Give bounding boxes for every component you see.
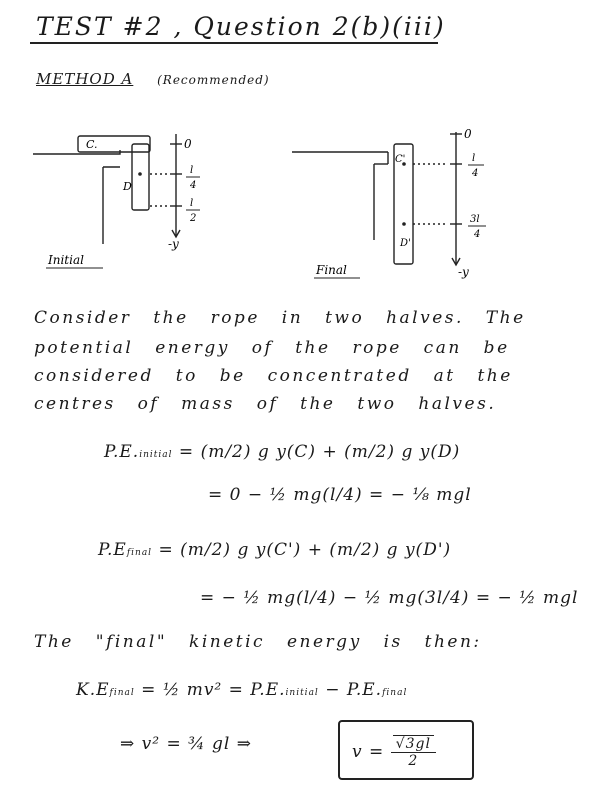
ke-rhs: = ½ mv² = P.E. <box>141 680 286 700</box>
l2-den-initial: 2 <box>190 213 197 224</box>
pe-final-label: P.E <box>98 540 127 560</box>
pe-final-rhs2: = − ½ mg(l/4) − ½ mg(3l/4) = − ½ mgl <box>200 588 579 608</box>
label-zero-initial: 0 <box>184 137 192 151</box>
ke-rhs-sub1: initial <box>285 688 319 698</box>
l4-num-final: l <box>472 153 476 164</box>
answer-lhs: v = <box>352 742 385 762</box>
ke-rhs-mid: − P.E. <box>318 680 383 700</box>
paragraph-line-1: Consider the rope in two halves. The <box>34 308 526 328</box>
l34-num-final: 3l <box>470 214 480 225</box>
label-d-final: D' <box>400 238 411 249</box>
pe-initial-line-1 <box>104 442 460 462</box>
l2-num-initial: l <box>190 198 194 209</box>
caption-final: Final <box>316 263 347 277</box>
ke-label: K.E <box>76 680 110 700</box>
l4-den-final: 4 <box>472 168 479 179</box>
label-c-final: C' <box>395 154 406 165</box>
label-zero-final: 0 <box>464 127 472 141</box>
pe-initial-label: P.E. <box>104 442 140 462</box>
neg-y-final: -y <box>458 265 469 279</box>
point-d-initial <box>138 172 142 176</box>
answer-numerator: √3gl <box>391 736 436 753</box>
paragraph-line-4: centres of mass of the two halves. <box>34 394 497 414</box>
paragraph-line-2: potential energy of the rope can be <box>34 338 510 358</box>
initial-diagram <box>28 126 228 276</box>
ke-equation <box>76 680 407 700</box>
answer-expression <box>352 736 436 769</box>
pe-final-rhs1: = (m/2) g y(C') + (m/2) g y(D') <box>158 540 452 560</box>
l34-den-final: 4 <box>474 229 481 240</box>
method-note: (Recommended) <box>157 73 270 87</box>
label-c-initial: C. <box>86 138 98 151</box>
title-underline <box>30 42 438 44</box>
pe-initial-rhs1: = (m/2) g y(C) + (m/2) g y(D) <box>178 442 461 462</box>
pe-final-line-1 <box>98 540 451 560</box>
neg-y-initial: -y <box>168 237 179 251</box>
pe-initial-sub: initial <box>139 450 173 460</box>
page-title: TEST #2 , Question 2(b)(iii) <box>36 12 446 41</box>
v-squared-line: ⇒ v² = ¾ gl ⇒ <box>120 734 252 754</box>
pe-final-sub: final <box>126 548 153 558</box>
ke-sub: final <box>109 688 135 698</box>
caption-initial: Initial <box>48 253 84 267</box>
paragraph-line-3: considered to be concentrated at the <box>34 366 513 386</box>
method-heading <box>36 70 270 88</box>
point-d-final <box>402 222 406 226</box>
pe-initial-rhs2: = 0 − ½ mg(l/4) = − ⅛ mgl <box>208 485 472 505</box>
answer-denominator: 2 <box>408 753 419 769</box>
l4-den-initial: 4 <box>190 180 197 191</box>
final-diagram <box>288 124 508 284</box>
method-name: METHOD A <box>36 70 134 88</box>
ke-sentence: The "final" kinetic energy is then: <box>34 632 482 652</box>
l4-num-initial: l <box>190 165 194 176</box>
rope-vertical-initial <box>132 144 149 210</box>
ke-rhs-sub2: final <box>382 688 408 698</box>
label-d-initial: D <box>123 180 132 193</box>
